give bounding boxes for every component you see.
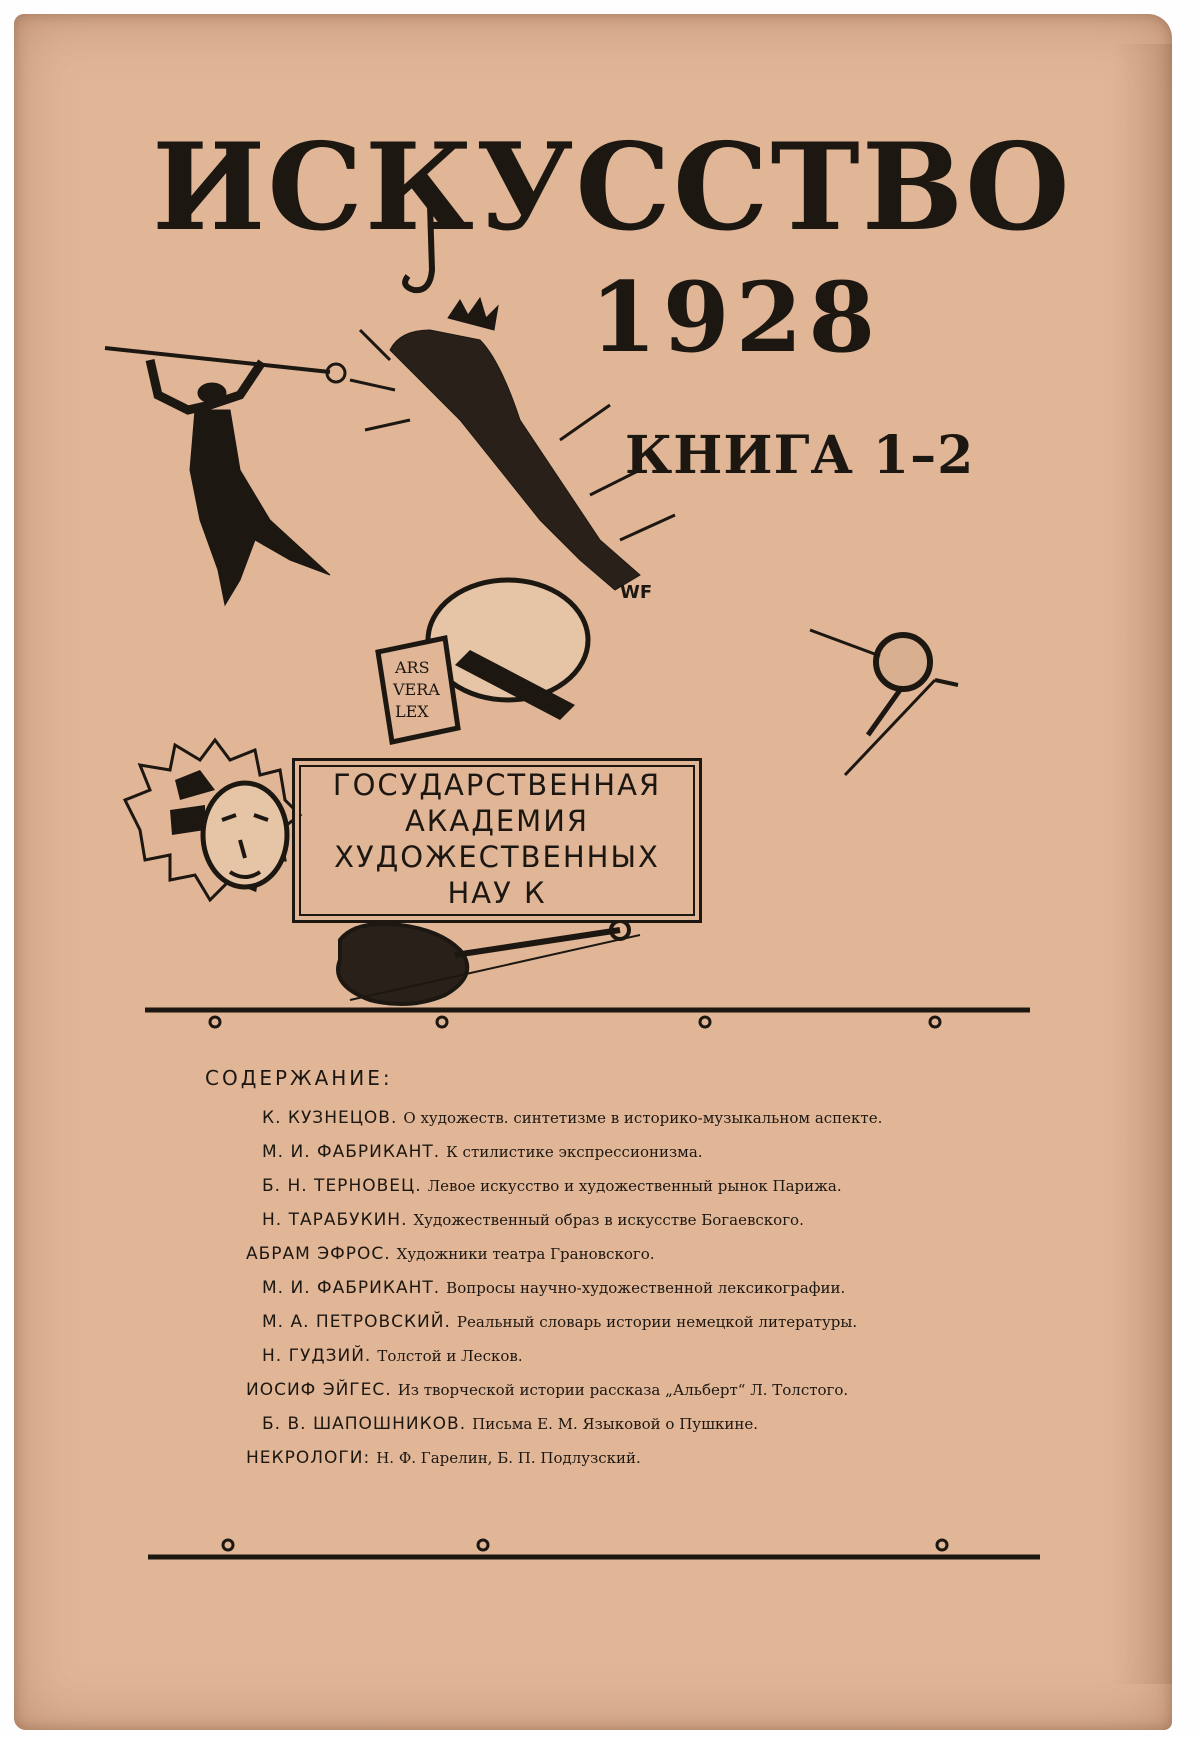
toc-author: Б. В. ШАПОШНИКОВ. <box>262 1414 467 1434</box>
toc-entry <box>262 1305 1082 1339</box>
violin-icon <box>338 921 640 1004</box>
theatre-mask-icon <box>125 740 300 900</box>
toc-entry <box>262 1271 1082 1305</box>
issue-label: КНИГА 1–2 <box>625 425 975 486</box>
toc-title: Художники театра Грановского. <box>396 1245 655 1263</box>
toc-author: М. И. ФАБРИКАНТ. <box>262 1278 441 1298</box>
seal-line-2: АКАДЕМИЯ <box>404 804 590 838</box>
year-label: 1928 <box>590 261 882 374</box>
toc-author: ИОСИФ ЭЙГЕС. <box>246 1380 392 1400</box>
toc-title: Художественный образ в искусстве Богаевского. <box>413 1211 804 1229</box>
academy-seal <box>292 758 702 923</box>
toc-author: Н. ТАРАБУКИН. <box>262 1210 408 1230</box>
toc-entry <box>262 1169 1082 1203</box>
toc-title: К стилистике экспрессионизма. <box>446 1143 703 1161</box>
toc-author: М. А. ПЕТРОВСКИЙ. <box>262 1312 451 1332</box>
toc-entry <box>246 1373 1082 1407</box>
seal-line-1: ГОСУДАРСТВЕННАЯ <box>332 768 662 802</box>
toc-entry <box>262 1203 1082 1237</box>
toc-author: М. И. ФАБРИКАНТ. <box>262 1142 441 1162</box>
toc-entry <box>262 1339 1082 1373</box>
contents-heading: СОДЕРЖАНИЕ: <box>205 1066 393 1090</box>
toc-entry <box>262 1101 1082 1135</box>
title-flourish <box>405 205 432 290</box>
toc-entry <box>262 1135 1082 1169</box>
toc-title: Вопросы научно-художественной лексикографии. <box>446 1279 846 1297</box>
palette-icon <box>428 580 652 720</box>
seal-line-4: НАУ К <box>447 876 547 910</box>
toc-title: Письма Е. М. Языковой о Пушкине. <box>472 1415 759 1433</box>
magnifier-compass-icon <box>810 630 958 775</box>
toc-entry <box>246 1237 1082 1271</box>
toc-author: АБРАМ ЭФРОС. <box>246 1244 391 1264</box>
magazine-title: ИСКУССТВО <box>152 117 1072 258</box>
book-word-3: LEX <box>395 702 429 721</box>
winged-torch-icon <box>350 298 675 590</box>
toc-title: Левое искусство и художественный рынок Парижа. <box>427 1177 842 1195</box>
toc-title: Н. Ф. Гарелин, Б. П. Подлузский. <box>376 1449 641 1467</box>
toc-author: НЕКРОЛОГИ: <box>246 1448 371 1468</box>
bottom-rule <box>148 1540 1040 1557</box>
toc-entry <box>262 1407 1082 1441</box>
book-word-2: VERA <box>393 680 440 699</box>
toc-author: К. КУЗНЕЦОВ. <box>262 1108 398 1128</box>
book-icon <box>378 638 458 742</box>
toc-author: Б. Н. ТЕРНОВЕЦ. <box>262 1176 422 1196</box>
monogram: WF <box>620 582 653 603</box>
seal-line-3: ХУДОЖЕСТВЕННЫХ <box>334 840 660 874</box>
toc-entry <box>246 1441 1082 1475</box>
top-rule <box>145 1010 1030 1027</box>
table-of-contents <box>246 1101 1082 1475</box>
toc-title: О художеств. синтетизме в историко-музыкальном аспекте. <box>403 1109 883 1127</box>
toc-title: Толстой и Лесков. <box>377 1347 523 1365</box>
dancer-figure-icon <box>105 348 345 605</box>
book-word-1: ARS <box>395 658 430 677</box>
toc-author: Н. ГУДЗИЙ. <box>262 1346 372 1366</box>
toc-title: Реальный словарь истории немецкой литературы. <box>456 1313 858 1331</box>
toc-title: Из творческой истории рассказа „Альберт“ Л. Толстого. <box>397 1381 849 1399</box>
